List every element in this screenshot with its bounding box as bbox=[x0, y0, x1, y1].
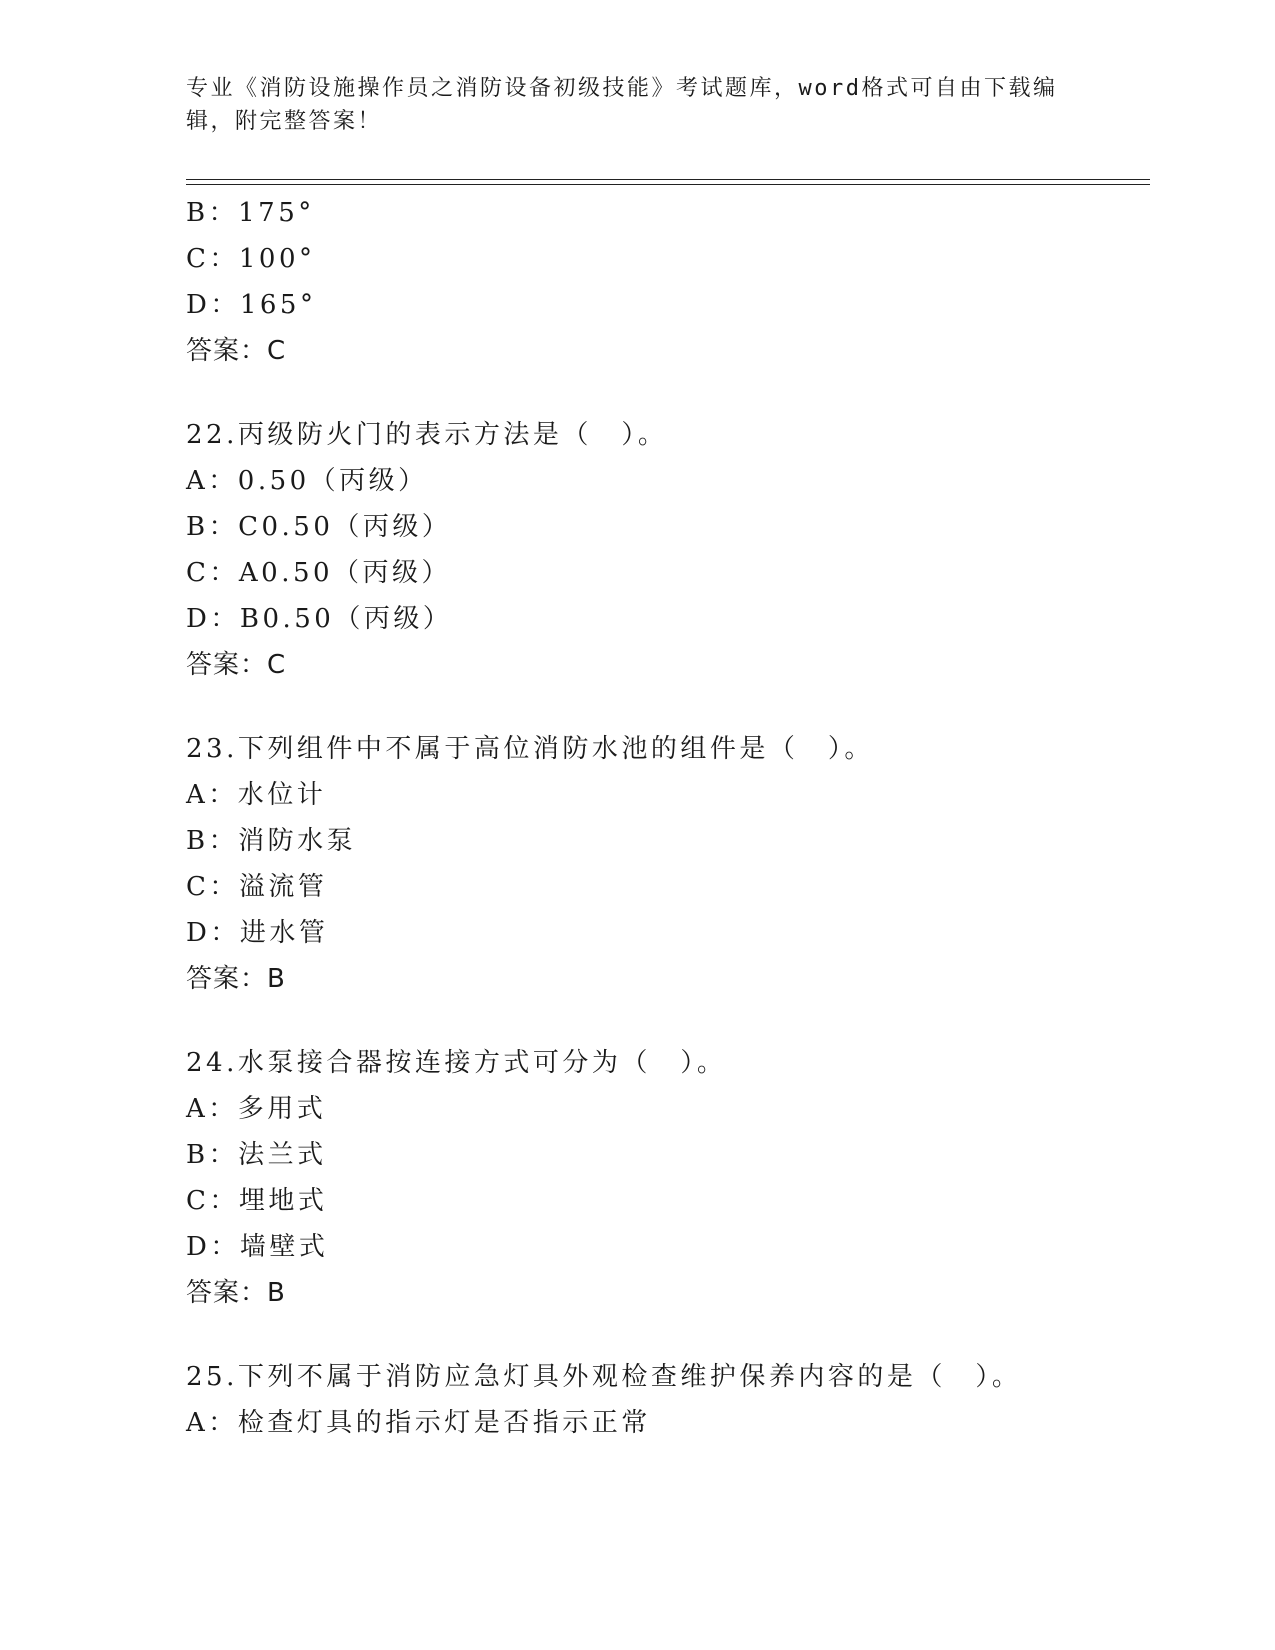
option-d: D：165° bbox=[186, 290, 317, 320]
question-text: 25.下列不属于消防应急灯具外观检查维护保养内容的是（ ）。 bbox=[186, 1362, 1022, 1392]
option-d: D：B0.50（丙级） bbox=[186, 604, 453, 634]
option-c: C：100° bbox=[186, 244, 316, 274]
option-a: A：多用式 bbox=[186, 1094, 327, 1124]
option-b: B：法兰式 bbox=[186, 1140, 327, 1170]
question-25 bbox=[186, 1354, 1146, 1446]
answer-line: 答案：B bbox=[186, 1278, 286, 1308]
option-c: C：溢流管 bbox=[186, 872, 328, 902]
question-text: 24.水泵接合器按连接方式可分为（ ）。 bbox=[186, 1048, 727, 1078]
header-line-2: 辑，附完整答案！ bbox=[186, 109, 383, 134]
option-b: B：C0.50（丙级） bbox=[186, 512, 452, 542]
question-list bbox=[186, 190, 1146, 1484]
question-24 bbox=[186, 1040, 1146, 1316]
option-a: A：检查灯具的指示灯是否指示正常 bbox=[186, 1408, 651, 1438]
option-a: A：水位计 bbox=[186, 780, 327, 810]
question-fragment-21 bbox=[186, 190, 1146, 374]
header-divider-bottom bbox=[186, 184, 1150, 185]
answer-line: 答案：C bbox=[186, 336, 287, 366]
document-header bbox=[186, 72, 1066, 138]
question-22 bbox=[186, 412, 1146, 688]
option-b: B：175° bbox=[186, 198, 315, 228]
header-divider-top bbox=[186, 179, 1150, 180]
option-c: C：A0.50（丙级） bbox=[186, 558, 452, 588]
option-d: D：墙壁式 bbox=[186, 1232, 329, 1262]
option-c: C：埋地式 bbox=[186, 1186, 328, 1216]
option-d: D：进水管 bbox=[186, 918, 329, 948]
question-text: 23.下列组件中不属于高位消防水池的组件是（ ）。 bbox=[186, 734, 874, 764]
answer-line: 答案：C bbox=[186, 650, 287, 680]
question-23 bbox=[186, 726, 1146, 1002]
question-text: 22.丙级防火门的表示方法是（ ）。 bbox=[186, 420, 668, 450]
option-b: B：消防水泵 bbox=[186, 826, 357, 856]
header-line-1: 专业《消防设施操作员之消防设备初级技能》考试题库，word格式可自由下载编 bbox=[186, 76, 1058, 101]
option-a: A：0.50（丙级） bbox=[186, 466, 428, 496]
answer-line: 答案：B bbox=[186, 964, 286, 994]
